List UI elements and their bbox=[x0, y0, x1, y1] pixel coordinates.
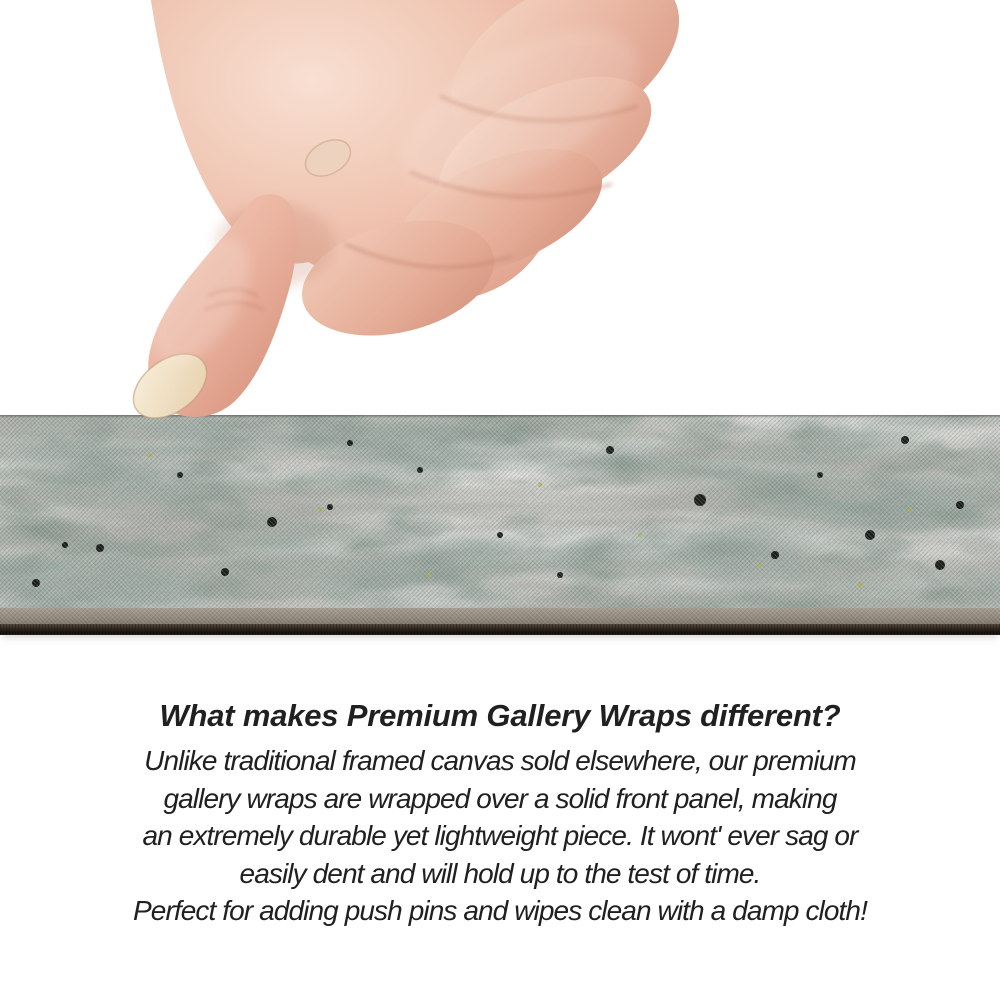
description-heading: What makes Premium Gallery Wraps different? bbox=[159, 698, 841, 733]
curled-fingers bbox=[290, 0, 709, 354]
canvas-edge-strip bbox=[0, 415, 1000, 635]
canvas-painted-face bbox=[0, 415, 1000, 608]
description-line: an extremely durable yet lightweight piece. It wont' ever sag or bbox=[142, 820, 858, 851]
description-line: gallery wraps are wrapped over a solid front panel, making bbox=[163, 782, 837, 814]
description-line: easily dent and will hold up to the test of time. bbox=[239, 857, 761, 889]
index-fingernail bbox=[299, 133, 356, 184]
hand-pressing-thumb-photo bbox=[90, 0, 710, 430]
description-block bbox=[0, 698, 1000, 930]
canvas-rolled-edge bbox=[0, 608, 1000, 624]
description-line: Perfect for adding push pins and wipes clean with a damp cloth! bbox=[133, 895, 867, 926]
canvas-roll-weave bbox=[0, 608, 1000, 624]
canvas-weave-overlay bbox=[0, 415, 1000, 608]
palm bbox=[150, 0, 576, 302]
panel-dark-underedge bbox=[0, 624, 1000, 635]
thumb bbox=[122, 194, 335, 430]
description-line: Unlike traditional framed canvas sold elsewhere, our premium bbox=[144, 745, 856, 776]
canvas-top-edge-shadow bbox=[0, 415, 1000, 418]
